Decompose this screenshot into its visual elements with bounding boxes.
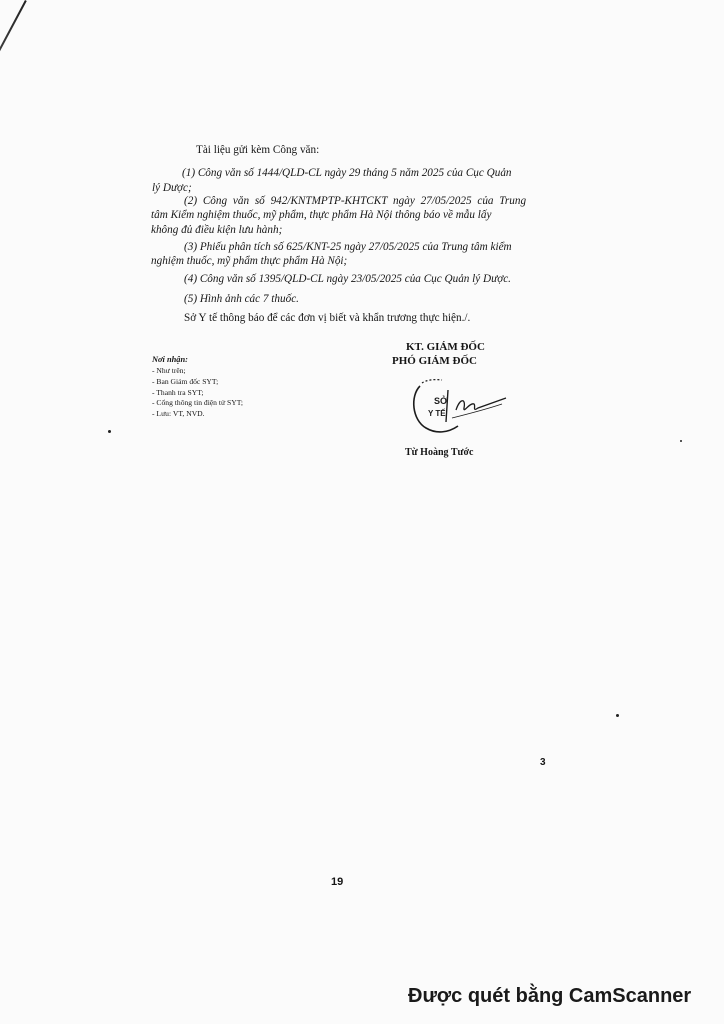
attachment-1-line-1: (1) Công văn số 1444/QLD-CL ngày 29 tháng 5 năm 2025 của Cục Quản <box>182 167 512 179</box>
attachments-heading: Tài liệu gửi kèm Công văn: <box>196 144 320 156</box>
attachment-3-line-1: (3) Phiếu phân tích số 625/KNT-25 ngày 27/05/2025 của Trung tâm kiểm <box>184 241 512 253</box>
stamp-text-top: SỞ <box>434 396 448 406</box>
recipient-item: - Như trên; <box>152 366 186 375</box>
scan-speck <box>108 430 111 433</box>
page-crease-mark <box>0 0 27 98</box>
scan-speck <box>616 714 619 717</box>
signature-title-line-1: KT. GIÁM ĐỐC <box>406 341 485 353</box>
recipient-item: - Lưu: VT, NVD. <box>152 409 205 418</box>
page-number: 19 <box>331 876 344 888</box>
signer-name: Từ Hoàng Tước <box>405 447 474 458</box>
recipient-item: - Cổng thông tin điện tử SYT; <box>152 398 244 407</box>
camscanner-watermark: Được quét bằng CamScanner <box>408 985 692 1007</box>
closing-statement: Sở Y tế thông báo để các đơn vị biết và khẩn trương thực hiện./. <box>184 312 471 324</box>
attachment-1-line-2: lý Dược; <box>152 182 192 194</box>
recipient-item: - Thanh tra SYT; <box>152 388 204 397</box>
scan-speck <box>680 440 682 442</box>
attachment-2-line-2: tâm Kiểm nghiệm thuốc, mỹ phẩm, thực phẩm Hà Nội thông báo về mẫu lấy <box>151 209 492 221</box>
stamp-text-bottom: Y TẾ <box>428 409 446 418</box>
attachment-2-line-1: (2) Công văn số 942/KNTMPTP-KHTCKT ngày 27/05/2025 của Trung <box>184 195 527 207</box>
recipient-item: - Ban Giám đốc SYT; <box>152 377 219 386</box>
attachment-3-line-2: nghiệm thuốc, mỹ phẩm thực phẩm Hà Nội; <box>151 255 348 267</box>
signature-title-line-2: PHÓ GIÁM ĐỐC <box>392 355 477 367</box>
official-stamp-with-signature <box>412 378 508 438</box>
attachment-2-line-3: không đủ điều kiện lưu hành; <box>151 224 283 236</box>
attachment-5-line-1: (5) Hình ảnh các 7 thuốc. <box>184 293 299 305</box>
attachment-4-line-1: (4) Công văn số 1395/QLD-CL ngày 23/05/2025 của Cục Quản lý Dược. <box>184 273 511 285</box>
recipients-title: Nơi nhận: <box>152 355 188 364</box>
page-mark: 3 <box>540 757 546 768</box>
